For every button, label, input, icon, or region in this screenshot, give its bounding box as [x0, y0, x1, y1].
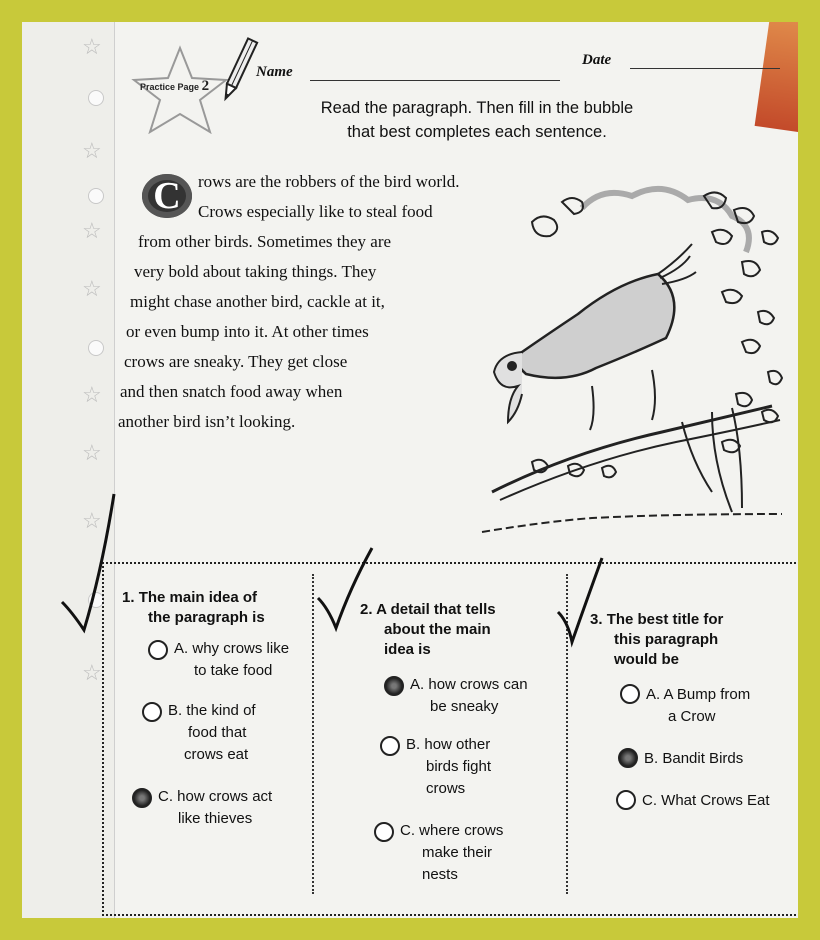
passage-line: might chase another bird, cackle at it, [130, 292, 385, 311]
passage-line: Crows especially like to steal food [198, 202, 433, 221]
option-letter: C. [642, 792, 657, 809]
option-text: nests [422, 866, 458, 883]
badge-number: 2 [201, 78, 210, 94]
binder-hole [88, 340, 104, 356]
crow-illustration [472, 162, 792, 552]
option-letter: A. [174, 640, 189, 657]
star-icon: ☆ [82, 218, 102, 243]
question-prompt-line: A detail that tells [376, 601, 496, 618]
question-2-title [360, 600, 496, 660]
star-icon: ☆ [82, 276, 102, 301]
instructions-line: Read the paragraph. Then fill in the bubble [320, 99, 634, 117]
question-number: 1. [122, 589, 135, 606]
star-icon: ☆ [82, 34, 102, 59]
passage-line: very bold about taking things. They [134, 262, 377, 281]
option-text: Bandit Birds [662, 750, 744, 767]
answer-bubble-2c[interactable] [374, 822, 394, 842]
passage-line: another bird isn’t looking. [118, 412, 296, 431]
option-letter: B. [644, 750, 659, 767]
option-letter: A. [646, 686, 661, 703]
star-icon: ☆ [82, 138, 102, 163]
star-icon: ☆ [82, 440, 102, 465]
option-text: crows eat [184, 746, 249, 763]
pencil-icon [220, 34, 260, 106]
option-3c[interactable] [642, 790, 770, 812]
passage-line: and then snatch food away when [120, 382, 343, 401]
date-field-line[interactable] [630, 68, 780, 69]
passage-line: rows are the robbers of the bird world. [198, 172, 460, 191]
badge-label: Practice Page [140, 82, 200, 92]
option-letter: B. [168, 702, 183, 719]
question-1-title [122, 588, 265, 628]
book-corner [755, 22, 798, 133]
question-3-title [590, 610, 723, 670]
option-text: how crows can [428, 676, 528, 693]
checkmark-icon [42, 492, 132, 642]
option-2b[interactable] [406, 734, 491, 800]
option-1b[interactable] [168, 700, 256, 766]
option-text: like thieves [178, 810, 253, 827]
binder-hole [88, 90, 104, 106]
question-prompt-line: The best title for [606, 611, 724, 628]
question-number: 3. [590, 611, 603, 628]
question-prompt-line: this paragraph [614, 631, 719, 648]
question-prompt-line: would be [614, 651, 679, 668]
name-field-line[interactable] [310, 80, 560, 81]
star-icon: ☆ [82, 508, 102, 533]
worksheet-page [22, 22, 798, 918]
option-text: the kind of [186, 702, 256, 719]
answer-bubble-1b[interactable] [142, 702, 162, 722]
instructions [262, 96, 692, 144]
answer-bubble-3c[interactable] [616, 790, 636, 810]
answer-bubble-2b[interactable] [380, 736, 400, 756]
instructions-line: that best completes each sentence. [347, 123, 607, 141]
option-1a[interactable] [174, 638, 289, 682]
option-text: make their [422, 844, 493, 861]
option-text: food that [188, 724, 247, 741]
option-3a[interactable] [646, 684, 750, 728]
question-number: 2. [360, 601, 373, 618]
question-prompt-line: idea is [384, 641, 431, 658]
option-text: What Crows Eat [661, 792, 770, 809]
option-text: to take food [194, 662, 273, 679]
question-prompt-line: about the main [384, 621, 491, 638]
passage-line: crows are sneaky. They get close [124, 352, 348, 371]
option-letter: A. [410, 676, 425, 693]
option-text: a Crow [668, 708, 716, 725]
date-label: Date [582, 52, 612, 68]
option-text: crows [426, 780, 466, 797]
option-text: birds fight [426, 758, 492, 775]
option-letter: C. [400, 822, 415, 839]
answer-bubble-3b[interactable] [618, 748, 638, 768]
option-1c[interactable] [158, 786, 272, 830]
star-icon: ☆ [82, 382, 102, 407]
drop-cap: C [142, 174, 192, 218]
binder-hole [88, 188, 104, 204]
option-text: how other [424, 736, 491, 753]
question-prompt-line: The main idea of [138, 589, 258, 606]
passage-line: or even bump into it. At other times [126, 322, 369, 341]
option-text: why crows like [192, 640, 290, 657]
answer-bubble-1c[interactable] [132, 788, 152, 808]
option-text: how crows act [177, 788, 273, 805]
option-text: where crows [419, 822, 504, 839]
answer-bubble-3a[interactable] [620, 684, 640, 704]
answer-bubble-2a[interactable] [384, 676, 404, 696]
passage-line: from other birds. Sometimes they are [138, 232, 392, 251]
practice-page-badge [140, 78, 209, 95]
option-2a[interactable] [410, 674, 528, 718]
option-2c[interactable] [400, 820, 503, 886]
option-text: A Bump from [663, 686, 751, 703]
name-label: Name [256, 64, 293, 80]
option-letter: B. [406, 736, 421, 753]
question-prompt-line: the paragraph is [148, 609, 265, 626]
star-icon: ☆ [82, 660, 102, 685]
option-letter: C. [158, 788, 173, 805]
option-3b[interactable] [644, 748, 743, 770]
answer-bubble-1a[interactable] [148, 640, 168, 660]
option-text: be sneaky [430, 698, 499, 715]
